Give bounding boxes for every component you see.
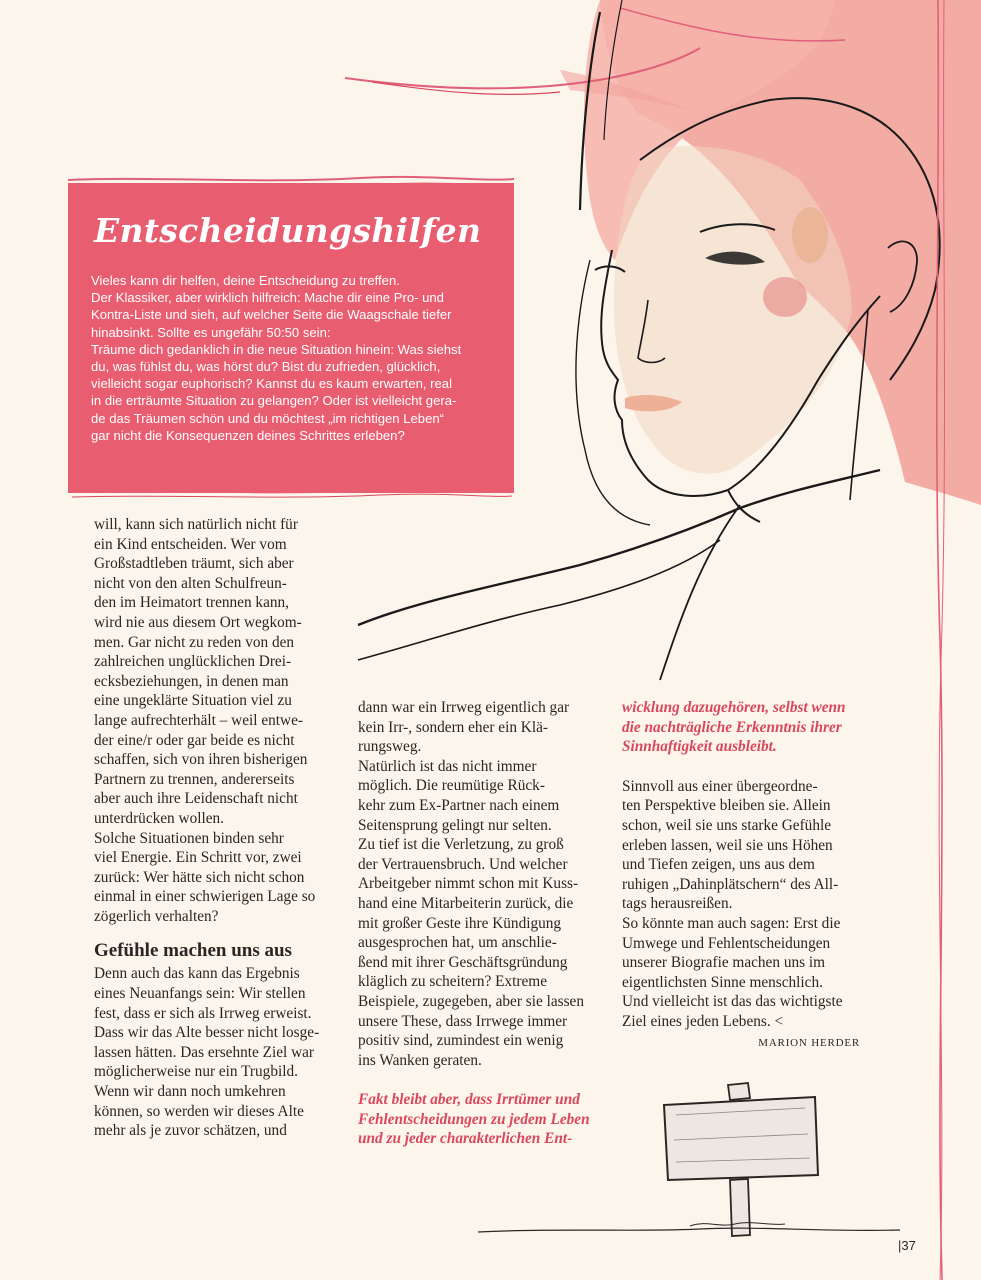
text-line: zahlreichen unglücklichen Drei- <box>94 653 292 671</box>
pull-quote-line: Sinnhaftigkeit ausbleibt. <box>622 738 777 756</box>
info-box <box>68 183 514 493</box>
text-line: unserer Biografie machen uns im <box>622 954 826 972</box>
pull-quote-line: Fakt bleibt aber, dass Irrtümer und <box>358 1091 580 1109</box>
text-line: Großstadtleben träumt, sich aber <box>94 555 294 573</box>
decorative-scribble <box>72 494 512 497</box>
text-line: ruhigen „Dahinplätschern“ des All- <box>622 875 839 893</box>
author-name: MARION HERDER <box>758 1036 860 1049</box>
text-line: Arbeitgeber nimmt schon mit Kuss- <box>358 875 579 893</box>
text-line: men. Gar nicht zu reden von den <box>94 633 295 651</box>
text-line: Denn auch das kann das Ergebnis <box>94 965 300 983</box>
text-line: nicht von den alten Schulfreun- <box>94 574 287 592</box>
text-line: Ziel eines jeden Lebens. < <box>622 1012 784 1030</box>
text-line: fest, dass er sich als Irrweg erweist. <box>94 1004 312 1022</box>
text-line: unsere These, dass Irrwege immer <box>358 1012 568 1030</box>
text-line: Wenn wir dann noch umkehren <box>94 1083 286 1101</box>
text-line: möglich. Die reumütige Rück- <box>358 777 545 795</box>
text-line: tags herausreißen. <box>622 895 733 913</box>
text-line: Beispiele, zugegeben, aber sie lassen <box>358 992 584 1010</box>
text-line: Solche Situationen binden sehr <box>94 829 284 847</box>
text-line: Zu tief ist die Verletzung, zu groß <box>358 836 564 854</box>
text-line: eigentlichsten Sinne menschlich. <box>622 973 823 991</box>
page-number: |37 <box>898 1238 916 1253</box>
text-line: und Tiefen zeigen, uns aus dem <box>622 856 815 874</box>
text-line: erleben lassen, weil sie uns Höhen <box>622 836 833 854</box>
info-box-line: in die erträumte Situation zu gelangen? Oder ist vielleicht gera- <box>91 393 457 409</box>
article-column-2 <box>358 698 603 1149</box>
flowing-line <box>660 505 740 680</box>
text-line: mehr als je zuvor schätzen, und <box>94 1122 287 1140</box>
text-line: mit großer Geste ihre Kündigung <box>358 914 562 932</box>
spacer <box>622 757 872 777</box>
text-line: den im Heimatort trennen kann, <box>94 594 289 612</box>
text-line: der Vertrauensbruch. Und welcher <box>358 855 568 873</box>
text-line: So könnte man auch sagen: Erst die <box>622 914 841 932</box>
text-line: Umwege und Fehlentscheidungen <box>622 934 831 952</box>
text-line: unterdrücken wollen. <box>94 809 224 827</box>
text-line: ten Perspektive bleiben sie. Allein <box>622 797 831 815</box>
text-line: Partnern zu trennen, andererseits <box>94 770 295 788</box>
text-line: möglicherweise nur ein Trugbild. <box>94 1063 298 1081</box>
text-line: ecksbeziehungen, in denen man <box>94 672 289 690</box>
text-line: positiv sind, zumindest ein wenig <box>358 1032 564 1050</box>
text-line: lange aufrechterhält – weil entwe- <box>94 711 303 729</box>
text-line: ßend mit ihrer Geschäftsgründung <box>358 953 568 971</box>
text-line: ein Kind entscheiden. Wer vom <box>94 535 287 553</box>
text-line: eines Neuanfangs sein: Wir stellen <box>94 985 306 1003</box>
text-line: Natürlich ist das nicht immer <box>358 757 537 775</box>
pull-quote-line: die nachträgliche Erkenntnis ihrer <box>622 718 842 736</box>
info-box-line: du, was fühlst du, was hörst du? Bist du zufrieden, glücklich, <box>91 359 441 375</box>
text-line: eine ungeklärte Situation viel zu <box>94 692 292 710</box>
text-line: zurück: Wer hätte sich nicht schon <box>94 868 305 886</box>
text-line: hand eine Mitarbeiterin zurück, die <box>358 894 574 912</box>
section-heading: Gefühle machen uns aus <box>94 940 292 962</box>
text-line: zögerlich verhalten? <box>94 907 219 925</box>
text-line: einmal in einer schwierigen Lage so <box>94 888 316 906</box>
text-line: kläglich zu scheitern? Extreme <box>358 973 548 991</box>
text-line: viel Energie. Ein Schritt vor, zwei <box>94 849 302 867</box>
text-line: ausgesprochen hat, um anschlie- <box>358 934 557 952</box>
info-box-line: vielleicht sogar euphorisch? Kannst du es kaum erwarten, real <box>91 376 452 392</box>
cheek-blush <box>763 277 807 317</box>
text-line: Und vielleicht ist das das wichtigste <box>622 993 843 1011</box>
text-line: kehr zum Ex-Partner nach einem <box>358 796 560 814</box>
spacer <box>358 1070 603 1090</box>
text-line: Seitensprung gelingt nur selten. <box>358 816 552 834</box>
info-box-line: Träume dich gedanklich in die neue Situation hinein: Was siehst <box>91 341 462 357</box>
info-box-line: gar nicht die Konsequenzen deines Schrittes erleben? <box>91 427 405 443</box>
text-line: lassen hätten. Das ersehnte Ziel war <box>94 1043 315 1061</box>
pull-quote-line: wicklung dazugehören, selbst wenn <box>622 699 846 716</box>
text-line: können, so werden wir dieses Alte <box>94 1102 304 1120</box>
info-box-line: Kontra-Liste und sieh, auf welcher Seite die Waagschale tiefer <box>91 307 452 323</box>
flowing-line <box>358 470 880 625</box>
pull-quote-line: Fehlentscheidungen zu jedem Leben <box>358 1110 590 1128</box>
flowing-line <box>358 540 720 660</box>
text-line: ins Wanken geraten. <box>358 1051 482 1069</box>
decorative-scribble <box>68 177 514 180</box>
pull-quote-line: und zu jeder charakterlichen Ent- <box>358 1130 573 1148</box>
info-box-title: Entscheidungshilfen <box>94 211 482 250</box>
text-line: der eine/r oder gar beide es nicht <box>94 731 295 749</box>
text-line: will, kann sich natürlich nicht für <box>94 516 298 533</box>
info-box-line: Der Klassiker, aber wirklich hilfreich: Mache dir eine Pro- und <box>91 290 444 306</box>
text-line: rungsweg. <box>358 738 422 756</box>
info-box-line: Vieles kann dir helfen, deine Entscheidung zu treffen. <box>91 273 400 288</box>
text-line: schaffen, sich von ihren bisherigen <box>94 751 308 769</box>
text-line: aber auch ihre Leidenschaft nicht <box>94 790 298 808</box>
info-box-body <box>91 272 503 444</box>
article-column-3 <box>622 698 872 1053</box>
cheek-shade <box>792 207 828 263</box>
text-line: schon, weil sie uns starke Gefühle <box>622 816 832 834</box>
text-line: Sinnvoll aus einer übergeordne- <box>622 777 818 795</box>
info-box-line: de das Träumen schön und du möchtest „im richtigen Leben“ <box>91 410 445 426</box>
text-line: dann war ein Irrweg eigentlich gar <box>358 699 570 716</box>
text-line: kein Irr-, sondern eher ein Klä- <box>358 718 548 736</box>
text-line: Dass wir das Alte besser nicht losge- <box>94 1024 320 1042</box>
text-line: wird nie aus diesem Ort wegkom- <box>94 613 302 631</box>
article-column-1 <box>94 515 334 1141</box>
info-box-line: hinabsinkt. Sollte es ungefähr 50:50 sein: <box>91 324 331 340</box>
